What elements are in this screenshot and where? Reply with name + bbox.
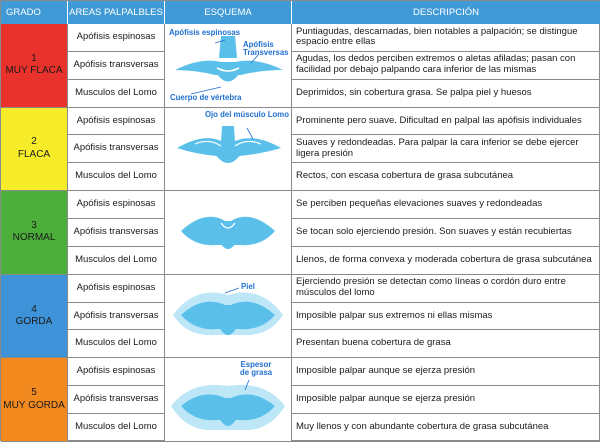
area-cell: Apófisis transversas <box>68 52 165 80</box>
area-cell: Apófisis espinosas <box>68 24 165 52</box>
grade-name: GORDA <box>15 316 53 328</box>
callout-label: Ojo del músculo Lomo <box>204 109 289 119</box>
grade-number: 2 <box>31 136 37 148</box>
area-cell: Musculos del Lomo <box>68 247 165 275</box>
header-grade: GRADO <box>1 1 68 24</box>
description-cell: Agudas, los dedos perciben extremos o aletas afiladas; pasan con facilidad por debajo palpando cara inferior de las mismas <box>292 52 600 80</box>
area-cell: Apófisis espinosas <box>68 358 165 386</box>
grade-name: NORMAL <box>12 232 56 244</box>
grade-number: 1 <box>31 52 37 64</box>
description-cell: Prominente pero suave. Dificultad en palpal las apófisis individuales <box>292 108 600 136</box>
description-cell: Suaves y redondeadas. Para palpar la cara inferior se debe ejercer ligera presión <box>292 135 600 163</box>
vertebra-fat-illustration <box>165 275 291 358</box>
description-cell: Presentan buena cobertura de grasa <box>292 330 600 358</box>
callout-label: Apófisis Transversas <box>243 40 289 57</box>
vertebra-diagram-3 <box>165 191 292 275</box>
grade-cell-4 <box>1 275 68 359</box>
header-areas: AREAS PALPALBLES <box>68 1 165 24</box>
area-cell: Musculos del Lomo <box>68 80 165 108</box>
description-cell: Imposible palpar sus extremos ni ellas mismas <box>292 303 600 331</box>
callout-label: Piel <box>241 281 255 291</box>
grade-cell-5 <box>1 358 68 442</box>
vertebra-diagram-5 <box>165 358 292 442</box>
grade-name: FLACA <box>17 148 51 160</box>
area-cell: Apófisis espinosas <box>68 275 165 303</box>
callout-label: Apófisis espinosas <box>169 28 241 37</box>
area-cell: Apófisis transversas <box>68 303 165 331</box>
description-cell: Se tocan solo ejerciendo presión. Son suaves y están recubiertas <box>292 219 600 247</box>
description-cell: Puntiagudas, descarnadas, bien notables a palpación; se distingue espacio entre ellas <box>292 24 600 52</box>
area-cell: Apófisis transversas <box>68 219 165 247</box>
area-cell: Apófisis transversas <box>68 386 165 414</box>
description-cell: Llenos, de forma convexa y moderada cobertura de grasa subcutánea <box>292 247 600 275</box>
vertebra-lean-illustration <box>165 108 291 191</box>
description-cell: Muy llenos y con abundante cobertura de grasa subcutánea <box>292 414 600 442</box>
header-description: DESCRIPCIÓN <box>292 1 600 24</box>
description-cell: Ejerciendo presión se detectan como líneas o cordón duro entre músculos del lomo <box>292 275 600 303</box>
grade-cell-2 <box>1 108 68 192</box>
description-cell: Imposible palpar aunque se ejerza presión <box>292 358 600 386</box>
grade-number: 3 <box>31 219 37 231</box>
area-cell: Apófisis transversas <box>68 135 165 163</box>
grade-name: MUY FLACA <box>5 65 63 77</box>
area-cell: Musculos del Lomo <box>68 330 165 358</box>
description-cell: Rectos, con escasa cobertura de grasa subcutánea <box>292 163 600 191</box>
description-cell: Imposible palpar aunque se ejerza presión <box>292 386 600 414</box>
grade-number: 4 <box>31 303 37 315</box>
area-cell: Apófisis espinosas <box>68 108 165 136</box>
grade-cell-1 <box>1 24 68 108</box>
area-cell: Musculos del Lomo <box>68 163 165 191</box>
description-cell: Se perciben pequeñas elevaciones suaves y redondeadas <box>292 191 600 219</box>
callout-label: Cuerpo de vértebra <box>170 93 242 102</box>
callout-label: Espesor de grasa <box>239 360 273 378</box>
area-cell: Musculos del Lomo <box>68 414 165 442</box>
grade-name: MUY GORDA <box>3 399 65 411</box>
vertebra-diagram-2 <box>165 108 292 192</box>
grade-number: 5 <box>31 387 37 399</box>
area-cell: Apófisis espinosas <box>68 191 165 219</box>
vertebra-diagram-1 <box>165 24 292 108</box>
vertebra-normal-illustration <box>165 191 291 274</box>
header-schema: ESQUEMA <box>165 1 292 24</box>
description-cell: Deprimidos, sin cobertura grasa. Se palpa piel y huesos <box>292 80 600 108</box>
grade-cell-3 <box>1 191 68 275</box>
vertebra-diagram-4 <box>165 275 292 359</box>
